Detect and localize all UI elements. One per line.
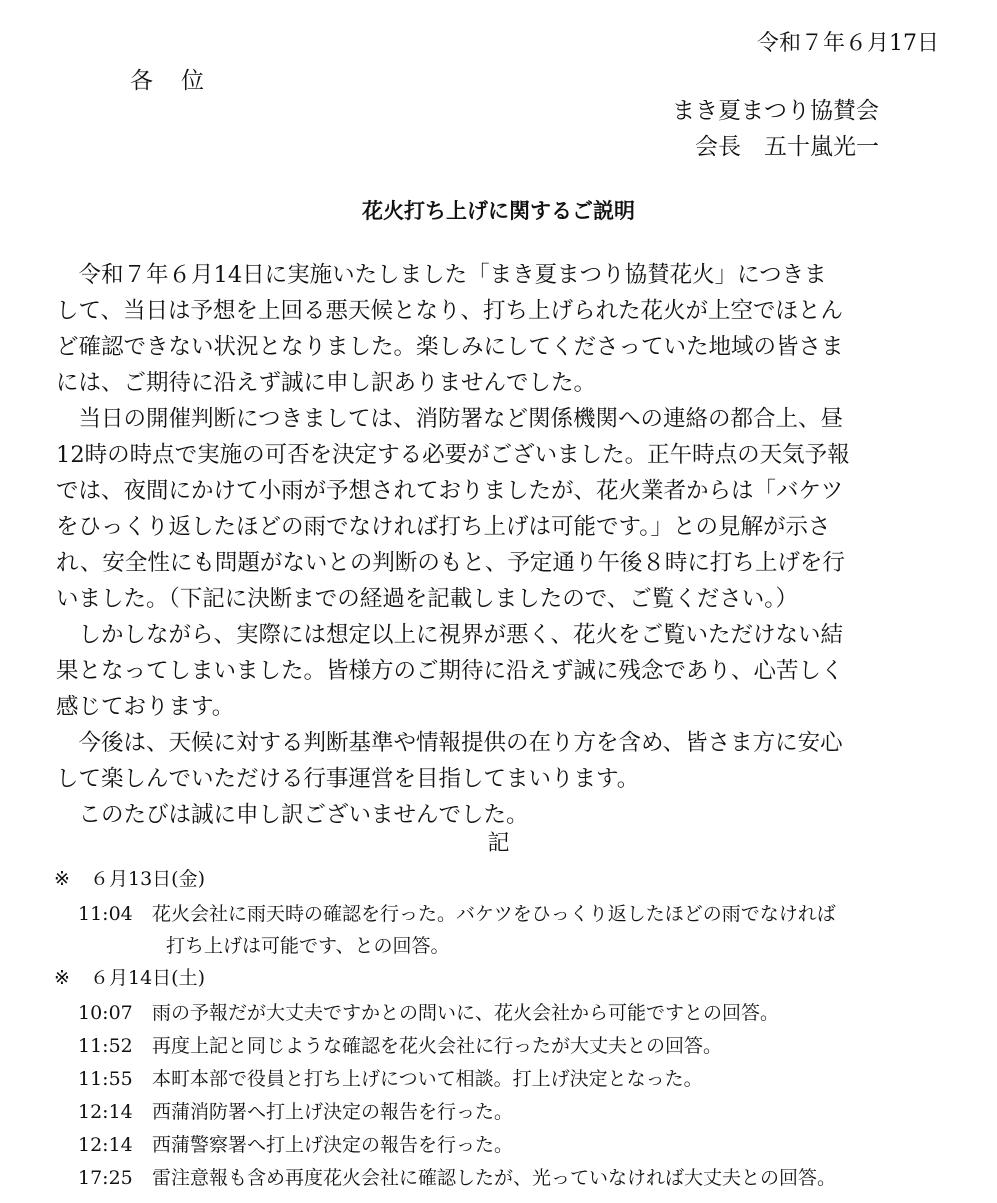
body-line: 感じております。 bbox=[56, 694, 235, 720]
entry-text: 雷注意報も含め再度花火会社に確認したが、光っていなければ大丈夫との回答。 bbox=[152, 1167, 837, 1189]
record-day-2 bbox=[54, 963, 205, 990]
body-line: ど確認できない状況となりました。楽しみにしてくださっていた地域の皆さま bbox=[56, 334, 844, 360]
record-entry bbox=[78, 998, 779, 1025]
document-date: 令和７年６月17日 bbox=[757, 31, 939, 56]
body-text bbox=[56, 257, 946, 833]
day-label: ６月14日(土) bbox=[90, 967, 206, 989]
sender-president: 会長 五十嵐光一 bbox=[695, 134, 879, 160]
sender-organization: まき夏まつり協賛会 bbox=[672, 98, 879, 124]
reference-mark: ※ bbox=[54, 868, 70, 890]
entry-time: 11:55 bbox=[78, 1068, 133, 1090]
entry-continuation: 打ち上げは可能です、との回答。 bbox=[166, 935, 450, 957]
document-title: 花火打ち上げに関するご説明 bbox=[362, 199, 635, 223]
body-line: をひっくり返したほどの雨でなければ打ち上げは可能です。」との見解が示さ bbox=[56, 514, 831, 540]
body-line: 果となってしまいました。皆様方のご期待に沿えず誠に残念であり、心苦しく bbox=[56, 658, 844, 684]
record-heading: 記 bbox=[487, 831, 510, 856]
entry-text: 花火会社に雨天時の確認を行った。バケツをひっくり返したほどの雨でなければ bbox=[152, 903, 836, 925]
record-entry bbox=[78, 899, 836, 926]
body-line: では、夜間にかけて小雨が予想されておりましたが、花火業者からは「バケツ bbox=[56, 478, 844, 504]
body-line: しかしながら、実際には想定以上に視界が悪く、花火をご覧いただけない結 bbox=[56, 622, 844, 648]
body-line: 今後は、天候に対する判断基準や情報提供の在り方を含め、皆さま方に安心 bbox=[56, 730, 843, 756]
entry-time: 17:25 bbox=[78, 1167, 133, 1189]
reference-mark: ※ bbox=[54, 967, 70, 989]
body-line: して、当日は予想を上回る悪天候となり、打ち上げられた花火が上空でほとん bbox=[56, 298, 844, 324]
body-line: れ、安全性にも問題がないとの判断のもと、予定通り午後８時に打ち上げを行 bbox=[56, 550, 845, 576]
record-entry bbox=[78, 1097, 513, 1124]
entry-time: 12:14 bbox=[78, 1134, 133, 1156]
entry-time: 12:14 bbox=[78, 1101, 133, 1123]
record-entry bbox=[78, 1163, 836, 1190]
entry-text: 再度上記と同じような確認を花火会社に行ったが大丈夫との回答。 bbox=[152, 1035, 723, 1057]
body-line: このたびは誠に申し訳ございませんでした。 bbox=[56, 802, 529, 828]
entry-text: 西蒲消防署へ打上げ決定の報告を行った。 bbox=[152, 1101, 514, 1123]
record-day-1 bbox=[54, 864, 205, 891]
entry-text: 雨の予報だが大丈夫ですかとの問いに、花火会社から可能ですとの回答。 bbox=[152, 1002, 780, 1024]
entry-text: 本町本部で役員と打ち上げについて相談。打上げ決定となった。 bbox=[152, 1068, 703, 1090]
entry-time: 11:04 bbox=[78, 903, 133, 925]
record-entry bbox=[78, 1031, 722, 1058]
record-entry bbox=[78, 1064, 703, 1091]
entry-time: 11:52 bbox=[78, 1035, 133, 1057]
body-line: して楽しんでいただける行事運営を目指してまいります。 bbox=[56, 766, 640, 792]
day-label: ６月13日(金) bbox=[90, 868, 206, 890]
body-line: には、ご期待に沿えず誠に申し訳ありませんでした。 bbox=[56, 370, 597, 396]
body-line: 令和７年６月14日に実施いたしました「まき夏まつり協賛花火」につきま bbox=[56, 262, 827, 288]
body-line: 12時の時点で実施の可否を決定する必要がございました。正午時点の天気予報 bbox=[56, 442, 850, 468]
body-line: いました。（下記に決断までの経過を記載しましたので、ご覧ください。） bbox=[56, 586, 799, 612]
record-entry bbox=[78, 1130, 513, 1157]
recipient-line: 各位 bbox=[130, 68, 232, 94]
entry-text: 西蒲警察署へ打上げ決定の報告を行った。 bbox=[152, 1134, 514, 1156]
body-line: 当日の開催判断につきましては、消防署など関係機関への連絡の都合上、昼 bbox=[56, 406, 844, 432]
entry-time: 10:07 bbox=[78, 1002, 133, 1024]
